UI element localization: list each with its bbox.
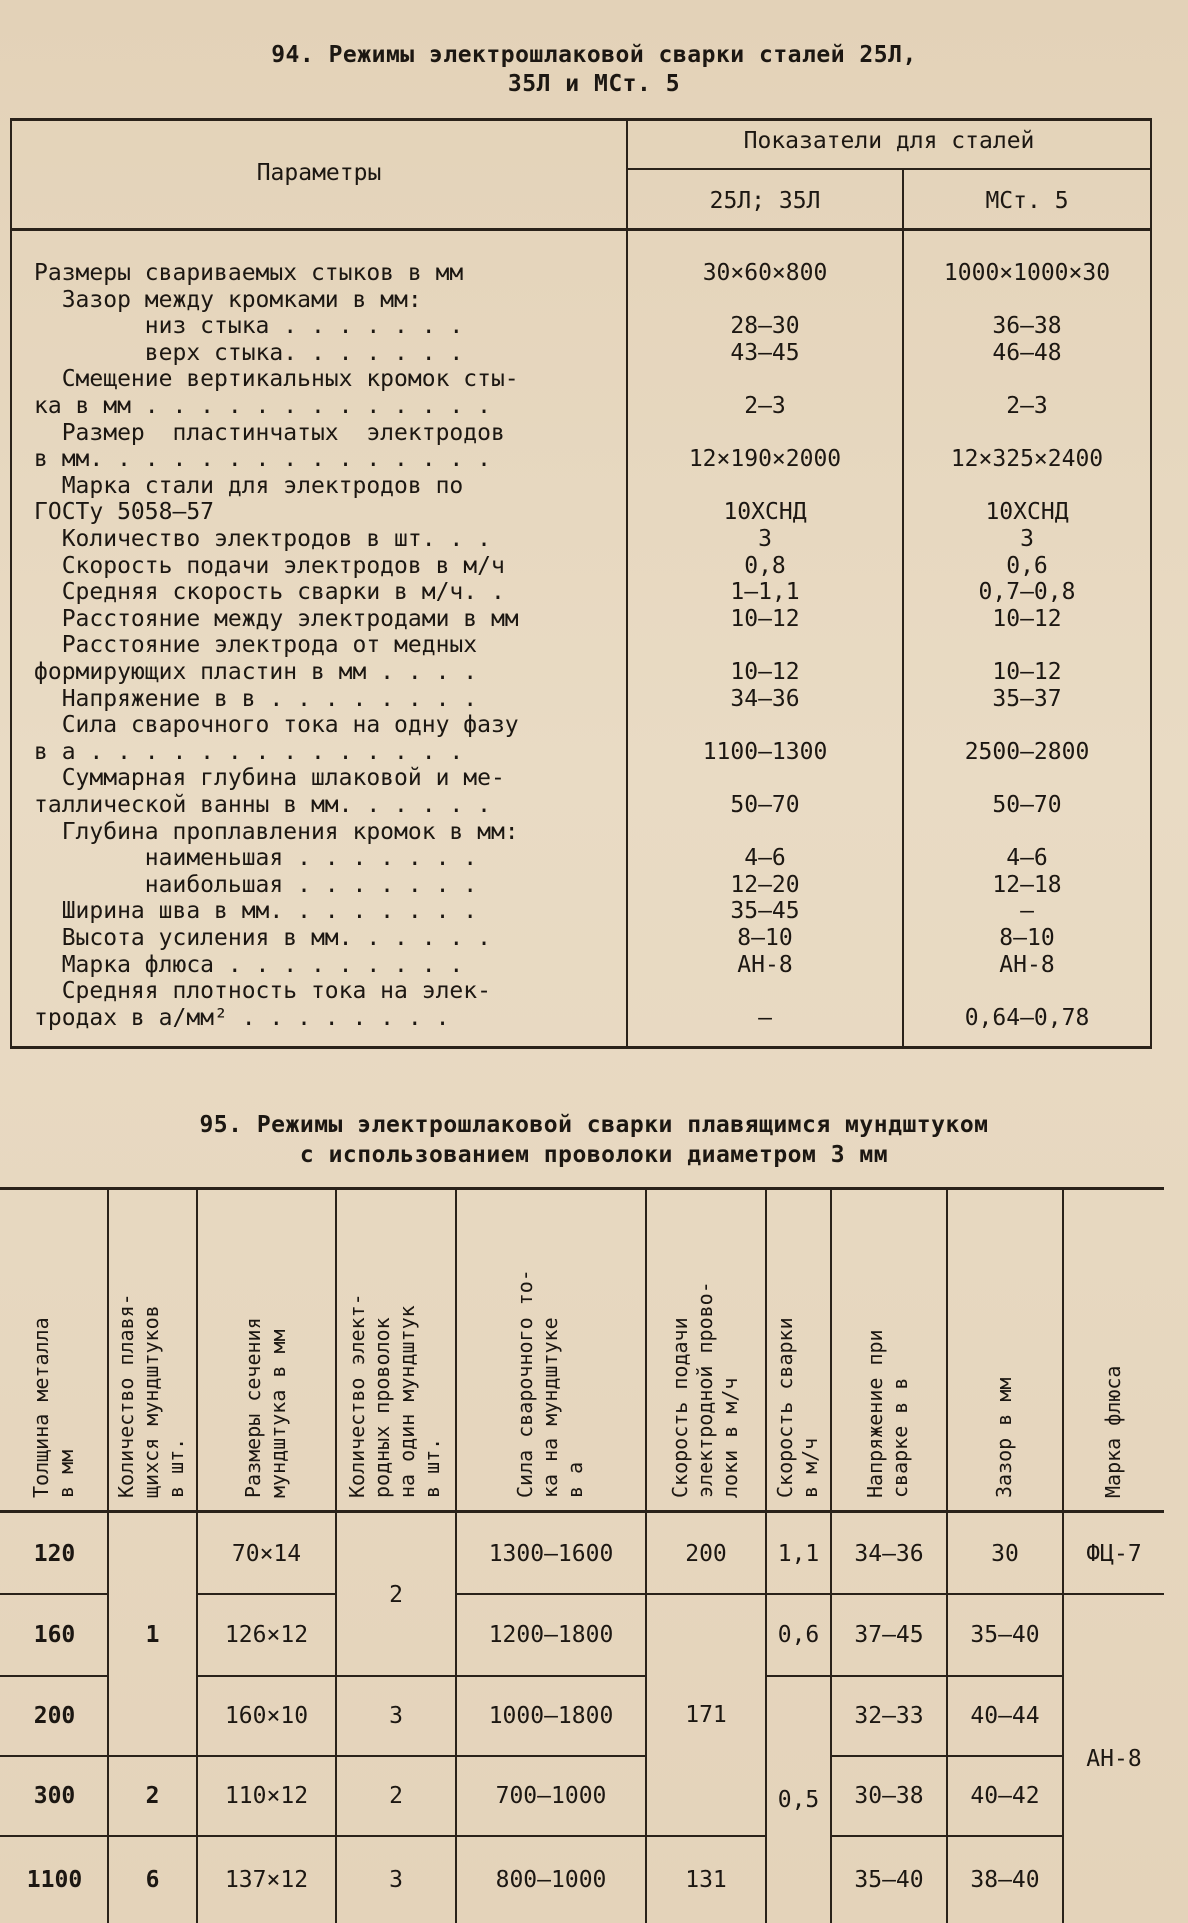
table95-section-size: 137×12: [224, 1867, 309, 1893]
table95-gap: 40—42: [970, 1783, 1040, 1809]
table95-row-rule: [335, 1835, 455, 1837]
table95-thickness: 200: [33, 1703, 76, 1729]
table94-row-label: формирующих пластин в мм . . . .: [34, 659, 478, 685]
table94-row-value-25l: 50—70: [730, 792, 800, 818]
table94-row-value-25l: АН-8: [737, 952, 793, 978]
table94-row-value-25l: 10—12: [730, 606, 800, 632]
table95-gap: 30: [991, 1541, 1019, 1567]
table94-row-value-mst5: 46—48: [992, 340, 1062, 366]
table95-row-rule: [765, 1675, 830, 1677]
table94-left-rule: [10, 118, 12, 1048]
table95-row-rule: [455, 1593, 645, 1595]
table94-row-label: Марка флюса . . . . . . . . .: [34, 952, 464, 978]
table94-header-indicators: Показатели для сталей: [743, 128, 1035, 154]
table95-title-line1: 95. Режимы электрошлаковой сварки плавящимся мундштуком: [199, 1112, 989, 1138]
table95-current: 1300—1600: [488, 1541, 614, 1567]
table95-voltage: 37—45: [854, 1622, 924, 1648]
table94-row-label: Размеры свариваемых стыков в мм: [34, 260, 464, 286]
table95-row-rule: [830, 1593, 946, 1595]
table94-row-label: Напряжение в в . . . . . . . .: [34, 686, 478, 712]
table94-row-label: наименьшая . . . . . . .: [34, 845, 478, 871]
table94-row-value-25l: 35—45: [730, 898, 800, 924]
table94-title-line2: 35Л и МСт. 5: [507, 71, 681, 97]
table94-row-value-mst5: 12×325×2400: [950, 446, 1104, 472]
table95-row-rule: [0, 1593, 107, 1595]
table95-flux: ФЦ-7: [1086, 1541, 1142, 1567]
table94-row-label: Зазор между кромками в мм:: [34, 287, 422, 313]
table94-row-value-25l: 1100—1300: [702, 739, 828, 765]
table94-row-value-mst5: 2—3: [1006, 393, 1048, 419]
table95-row-rule: [830, 1675, 946, 1677]
table94-row-label: Марка стали для электродов по: [34, 473, 464, 499]
table94-row-value-mst5: 10—12: [992, 659, 1062, 685]
table94-row-label: ГОСТу 5058—57: [34, 499, 215, 525]
table94-row-label: Глубина проплавления кромок в мм:: [34, 819, 519, 845]
table94-row-value-mst5: 0,7—0,8: [978, 579, 1076, 605]
table95-gap: 38—40: [970, 1867, 1040, 1893]
table94-header-rule: [10, 228, 1152, 231]
table95-header-label: Сила сварочного то- ка на мундштуке в а: [513, 1269, 587, 1498]
table94-row-value-25l: 8—10: [737, 925, 793, 951]
table95-row-rule: [0, 1675, 107, 1677]
table94-row-value-mst5: 8—10: [999, 925, 1055, 951]
table95-row-rule: [335, 1755, 455, 1757]
table95-current: 700—1000: [495, 1783, 607, 1809]
table95-row-rule: [196, 1675, 335, 1677]
table94-row-label: верх стыка. . . . . . .: [34, 340, 464, 366]
table95-row-rule: [335, 1675, 455, 1677]
table94-row-label: Смещение вертикальных кромок сты-: [34, 366, 519, 392]
table94-row-value-mst5: АН-8: [999, 952, 1055, 978]
table94-row-value-mst5: 3: [1020, 526, 1034, 552]
table95-section-size: 126×12: [224, 1622, 309, 1648]
table94-row-label: Расстояние электрода от медных: [34, 632, 478, 658]
table94-header-col1: 25Л; 35Л: [709, 188, 821, 214]
table94-right-rule: [1150, 118, 1152, 1048]
table94-top-rule: [10, 118, 1152, 121]
table95-header-label: Скорость сварки в м/ч: [773, 1317, 822, 1498]
table94-row-value-mst5: 0,64—0,78: [964, 1005, 1090, 1031]
table94-row-label: наибольшая . . . . . . .: [34, 872, 478, 898]
table95-row-rule: [455, 1835, 645, 1837]
table95-wire-count: 3: [389, 1703, 403, 1729]
table94-row-label: Средняя скорость сварки в м/ч. .: [34, 579, 505, 605]
table95-thickness: 160: [33, 1622, 76, 1648]
table94-row-label: в мм. . . . . . . . . . . . . . .: [34, 446, 491, 472]
table95-header-cell: [645, 1189, 765, 1498]
table95-current: 1000—1800: [488, 1703, 614, 1729]
table94-row-label: низ стыка . . . . . . .: [34, 313, 464, 339]
table94-header-params: Параметры: [256, 160, 382, 186]
table95-weld-speed: 1,1: [777, 1541, 820, 1567]
table94-header-col2: МСт. 5: [985, 188, 1069, 214]
table95-header-label: Размеры сечения мундштука в мм: [241, 1317, 290, 1498]
table94-row-label: Скорость подачи электродов в м/ч: [34, 553, 505, 579]
table95-flux: АН-8: [1086, 1746, 1142, 1772]
table95-gap: 40—44: [970, 1703, 1040, 1729]
table95-voltage: 32—33: [854, 1703, 924, 1729]
table95-row-rule: [196, 1835, 335, 1837]
table95-thickness: 1100: [26, 1867, 83, 1893]
table95-row-rule: [1062, 1593, 1164, 1595]
table95-thickness: 120: [33, 1541, 76, 1567]
table95-row-rule: [830, 1835, 946, 1837]
table94-row-label: Размер пластинчатых электродов: [34, 420, 505, 446]
table95-row-rule: [0, 1755, 107, 1757]
table95-weld-speed: 0,5: [777, 1787, 820, 1813]
table94-row-label: Сила сварочного тока на одну фазу: [34, 712, 519, 738]
table95-weld-speed: 0,6: [777, 1622, 820, 1648]
table95-header-cell: [765, 1189, 830, 1498]
table95-row-rule: [946, 1593, 1062, 1595]
table94-row-label: ка в мм . . . . . . . . . . . . .: [34, 393, 491, 419]
table95-row-rule: [107, 1755, 196, 1757]
table94-row-value-mst5: 1000×1000×30: [943, 260, 1111, 286]
table95-current: 1200—1800: [488, 1622, 614, 1648]
table94-row-label: Высота усиления в мм. . . . . .: [34, 925, 491, 951]
table95-header-cell: [455, 1189, 645, 1498]
table95-row-rule: [946, 1755, 1062, 1757]
table95-current: 800—1000: [495, 1867, 607, 1893]
table95-mouthpiece-count: 2: [145, 1783, 160, 1809]
table95-row-rule: [645, 1835, 765, 1837]
table94-row-value-25l: 28—30: [730, 313, 800, 339]
table94-row-value-25l: 43—45: [730, 340, 800, 366]
table95-section-size: 70×14: [231, 1541, 302, 1567]
table95-header-label: Скорость подачи электродной прово- локи в м/ч: [668, 1281, 742, 1498]
table94-row-value-25l: 12—20: [730, 872, 800, 898]
table94-row-value-25l: 1—1,1: [730, 579, 800, 605]
table95-mouthpiece-count: 6: [145, 1867, 160, 1893]
table95-wire-feed: 171: [685, 1702, 727, 1728]
table95-wire-feed: 200: [685, 1541, 727, 1567]
table95-thickness: 300: [33, 1783, 76, 1809]
table94-row-value-mst5: 35—37: [992, 686, 1062, 712]
table94-row-label: таллической ванны в мм. . . . . .: [34, 792, 491, 818]
table95-voltage: 34—36: [854, 1541, 924, 1567]
table95-row-rule: [0, 1835, 107, 1837]
table94-row-value-25l: 12×190×2000: [688, 446, 842, 472]
table95-header-label: Напряжение при сварке в в: [863, 1329, 912, 1498]
table95-row-rule: [196, 1755, 335, 1757]
table94-row-value-mst5: 10ХСНД: [985, 499, 1069, 525]
table95-header-label: Количество элект- родных проволок на один мундштук в шт.: [345, 1293, 444, 1498]
table95-row-rule: [455, 1755, 645, 1757]
table95-title-line2: с использованием проволоки диаметром 3 мм: [299, 1142, 889, 1168]
table95-header-label: Марка флюса: [1101, 1365, 1125, 1498]
table95-gap: 35—40: [970, 1622, 1040, 1648]
table95-header-rule: [0, 1510, 1164, 1513]
table94-row-label: Расстояние между электродами в мм: [34, 606, 519, 632]
table95-row-rule: [830, 1755, 946, 1757]
table95-header-cell: [830, 1189, 946, 1498]
table95-wire-count: 2: [389, 1783, 403, 1809]
table95-header-cell: [946, 1189, 1062, 1498]
table95-header-cell: [335, 1189, 455, 1498]
table94-bottom-rule: [10, 1046, 1152, 1049]
table94-row-value-mst5: —: [1020, 898, 1034, 924]
table94-row-label: в а . . . . . . . . . . . . . .: [34, 739, 464, 765]
table94-row-value-25l: —: [758, 1005, 772, 1031]
table95-row-rule: [645, 1593, 765, 1595]
table95-row-rule: [946, 1835, 1062, 1837]
table95-mouthpiece-count: 1: [145, 1622, 160, 1648]
table94-row-label: Количество электродов в шт. . .: [34, 526, 491, 552]
table95-voltage: 35—40: [854, 1867, 924, 1893]
table94-row-value-mst5: 50—70: [992, 792, 1062, 818]
table95-voltage: 30—38: [854, 1783, 924, 1809]
table95-row-rule: [455, 1675, 645, 1677]
table95-header-cell: [1062, 1189, 1164, 1498]
table95-header-label: Количество плавя- щихся мундштуков в шт.: [114, 1293, 188, 1498]
table95-header-cell: [107, 1189, 196, 1498]
table94-row-value-mst5: 2500—2800: [964, 739, 1090, 765]
table95-wire-count: 3: [389, 1867, 403, 1893]
table95-header-cell: [196, 1189, 335, 1498]
table94-row-value-mst5: 36—38: [992, 313, 1062, 339]
table94-row-value-mst5: 12—18: [992, 872, 1062, 898]
table95-row-rule: [196, 1593, 335, 1595]
table95-section-size: 110×12: [224, 1783, 309, 1809]
table95-row-rule: [765, 1593, 830, 1595]
table94-row-label: Суммарная глубина шлаковой и ме-: [34, 765, 505, 791]
table95-wire-count: 2: [389, 1582, 403, 1608]
table95-wire-feed: 131: [685, 1867, 727, 1893]
table95-header-label: Зазор в мм: [992, 1377, 1016, 1498]
table94-row-label: Ширина шва в мм. . . . . . . .: [34, 898, 478, 924]
table94-row-label: Средняя плотность тока на элек-: [34, 978, 491, 1004]
table94-row-value-mst5: 10—12: [992, 606, 1062, 632]
table95-header-cell: [0, 1189, 107, 1498]
table94-row-value-25l: 3: [758, 526, 772, 552]
table94-title-line1: 94. Режимы электрошлаковой сварки сталей 25Л,: [271, 42, 917, 68]
table94-row-value-25l: 34—36: [730, 686, 800, 712]
table95-row-rule: [946, 1675, 1062, 1677]
table94-row-value-25l: 10ХСНД: [723, 499, 807, 525]
table94-row-value-mst5: 0,6: [1006, 553, 1048, 579]
table94-indicators-rule: [628, 168, 1152, 170]
table94-row-value-25l: 2—3: [744, 393, 786, 419]
table95-header-label: Толщина металла в мм: [29, 1317, 78, 1498]
table95-row-rule: [107, 1835, 196, 1837]
table94-row-value-mst5: 4—6: [1006, 845, 1048, 871]
table95-section-size: 160×10: [224, 1703, 309, 1729]
table94-row-value-25l: 10—12: [730, 659, 800, 685]
table94-row-value-25l: 0,8: [744, 553, 786, 579]
table94-row-value-25l: 4—6: [744, 845, 786, 871]
table94-row-label: тродах в а/мм² . . . . . . . .: [34, 1005, 450, 1031]
table94-row-value-25l: 30×60×800: [702, 260, 828, 286]
